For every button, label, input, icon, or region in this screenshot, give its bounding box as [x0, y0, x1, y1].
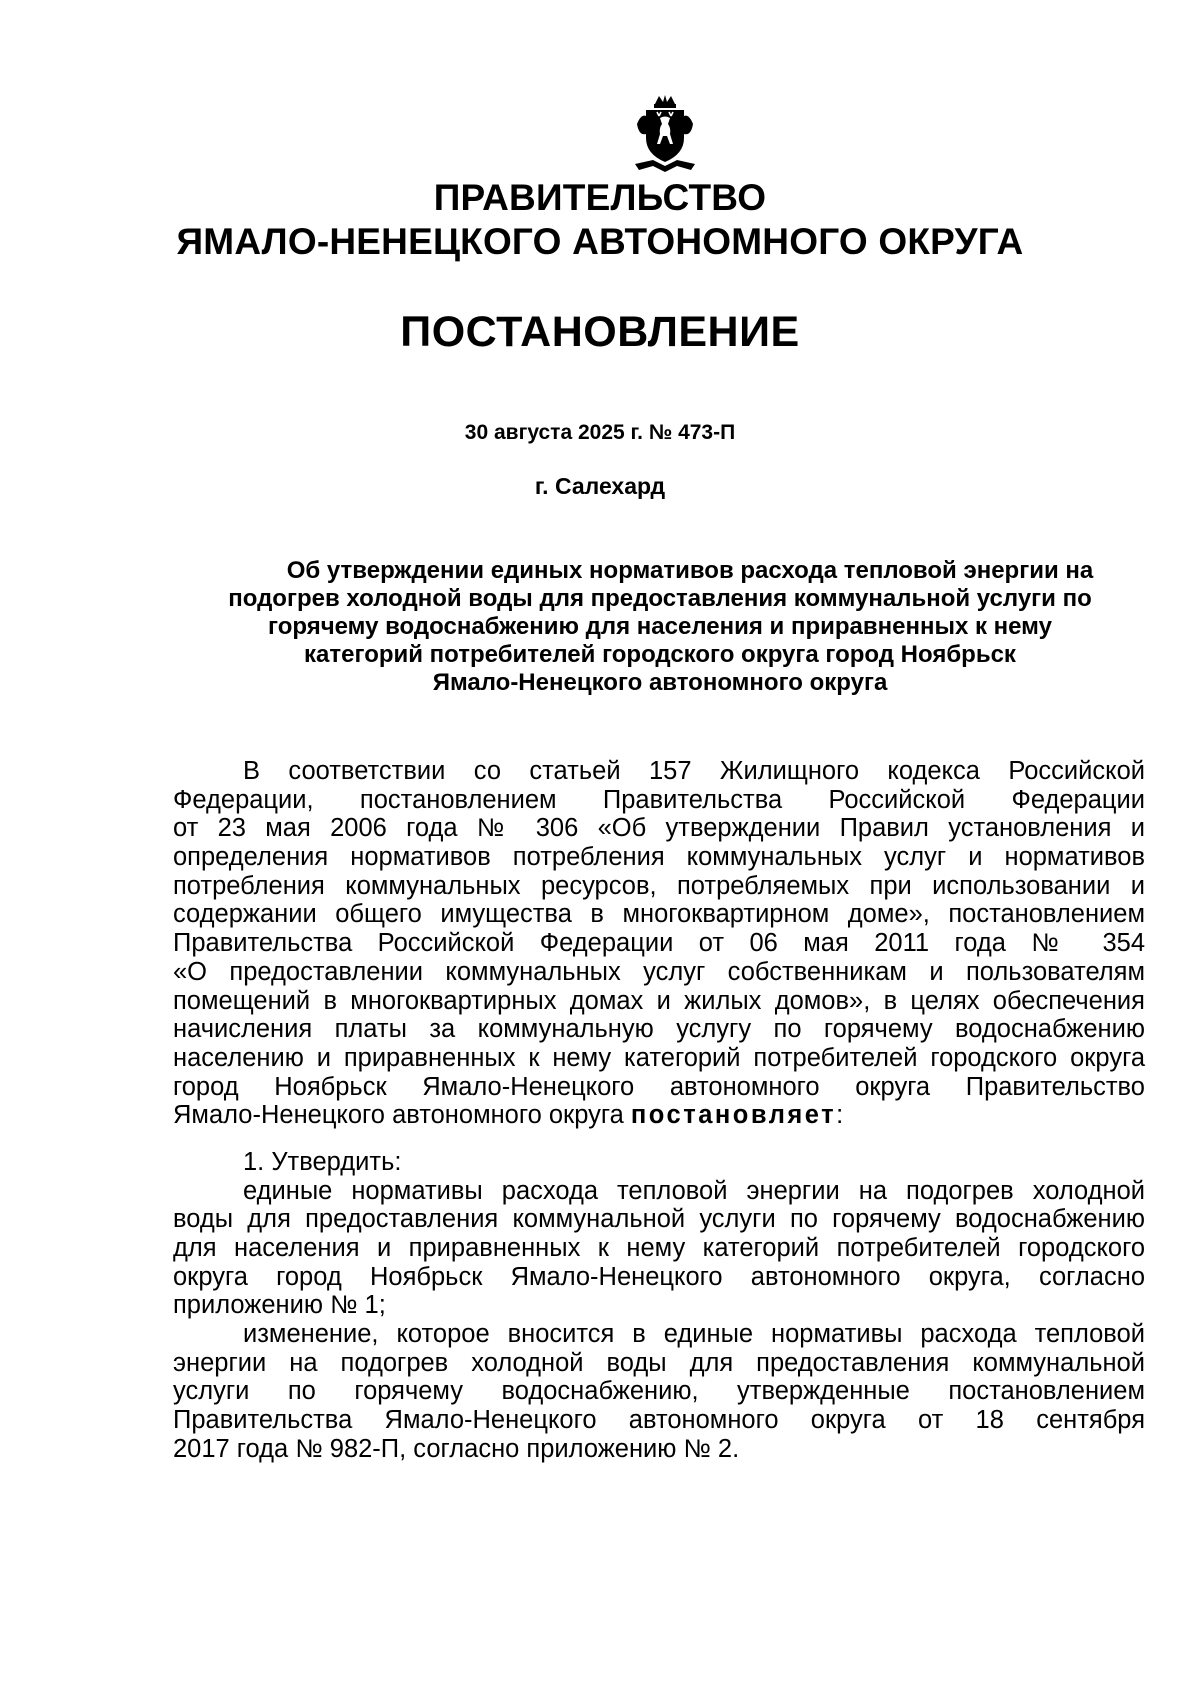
preamble-line: Федерации, постановлением Правительства Российской Федерации [173, 785, 1145, 814]
title-line: Ямало-Ненецкого автономного округа [432, 669, 888, 696]
clause-item2-line: 2017 года № 982-П, согласно приложению № 2. [173, 1434, 740, 1463]
preamble-line: содержании общего имущества в многоквартирном доме», постановлением [173, 900, 1145, 929]
preamble-line: город Ноябрьск Ямало-Ненецкого автономного округа Правительство [173, 1072, 1145, 1101]
clause-item2-line: изменение, которое вносится в единые нормативы расхода тепловой [243, 1320, 1145, 1349]
city-of-issue: г. Салехард [534, 473, 666, 499]
government-name-line2: ЯМАЛО-НЕНЕЦКОГО АВТОНОМНОГО ОКРУГА [176, 221, 1024, 262]
decree-word: постановляет [630, 1101, 837, 1130]
document-body [173, 757, 1145, 1464]
document-type-heading: ПОСТАНОВЛЕНИЕ [400, 308, 800, 356]
title-line: подогрев холодной воды для предоставления коммунальной услуги по [228, 585, 1092, 612]
preamble-line: населению и приравненных к нему категорий потребителей городского округа [173, 1043, 1145, 1072]
preamble-last-line-start: Ямало-Ненецкого автономного округа [173, 1101, 631, 1130]
clause-heading: 1. Утвердить: [243, 1147, 402, 1176]
preamble-line: Правительства Российской Федерации от 06 мая 2011 года № 354 [173, 929, 1145, 958]
preamble-line: В соответствии со статьей 157 Жилищного кодекса Российской [243, 757, 1145, 785]
preamble-line: начисления платы за коммунальную услугу по горячему водоснабжению [173, 1015, 1145, 1044]
title-line: категорий потребителей городского округа город Ноябрьск [304, 641, 1016, 668]
government-name-line1: ПРАВИТЕЛЬСТВО [433, 177, 767, 218]
clause-item2-line: услуги по горячему водоснабжению, утвержденные постановлением [173, 1377, 1145, 1406]
clause-item1-line: единые нормативы расхода тепловой энергии на подогрев холодной [243, 1176, 1145, 1205]
clause-item1-line: воды для предоставления коммунальной услуги по горячему водоснабжению [173, 1205, 1145, 1234]
date-and-number: 30 августа 2025 г. № 473-П [464, 421, 736, 444]
paragraph-gap [173, 1130, 1145, 1148]
preamble-paragraph [173, 757, 1145, 1130]
clause-1 [173, 1148, 1145, 1464]
title-line: горячему водоснабжению для населения и приравненных к нему [268, 613, 1052, 640]
clause-item2-line: энергии на подогрев холодной воды для предоставления коммунальной [173, 1348, 1145, 1377]
preamble-last-line [173, 1101, 1145, 1130]
preamble-line: определения нормативов потребления коммунальных услуг и нормативов [173, 843, 1145, 872]
document-title [175, 557, 1145, 697]
clause-item1-line: для населения и приравненных к нему категорий потребителей городского [173, 1234, 1145, 1262]
coat-of-arms-emblem [633, 94, 697, 176]
clause-item1-line: приложению № 1; [173, 1291, 386, 1320]
title-line: Об утверждении единых нормативов расхода тепловой энергии на [286, 557, 1094, 584]
preamble-last-line-end: : [836, 1101, 844, 1130]
preamble-line: помещений в многоквартирных домах и жилых домов», в целях обеспечения [173, 986, 1145, 1015]
preamble-line: «О предоставлении коммунальных услуг собственникам и пользователям [173, 957, 1145, 986]
preamble-line: от 23 мая 2006 года № 306 «Об утверждении Правил установления и [173, 814, 1145, 843]
preamble-line: потребления коммунальных ресурсов, потребляемых при использовании и [173, 871, 1145, 900]
clause-item1-line: округа город Ноябрьск Ямало-Ненецкого автономного округа, согласно [173, 1262, 1145, 1291]
clause-item2-line: Правительства Ямало-Ненецкого автономного округа от 18 сентября [173, 1406, 1145, 1435]
